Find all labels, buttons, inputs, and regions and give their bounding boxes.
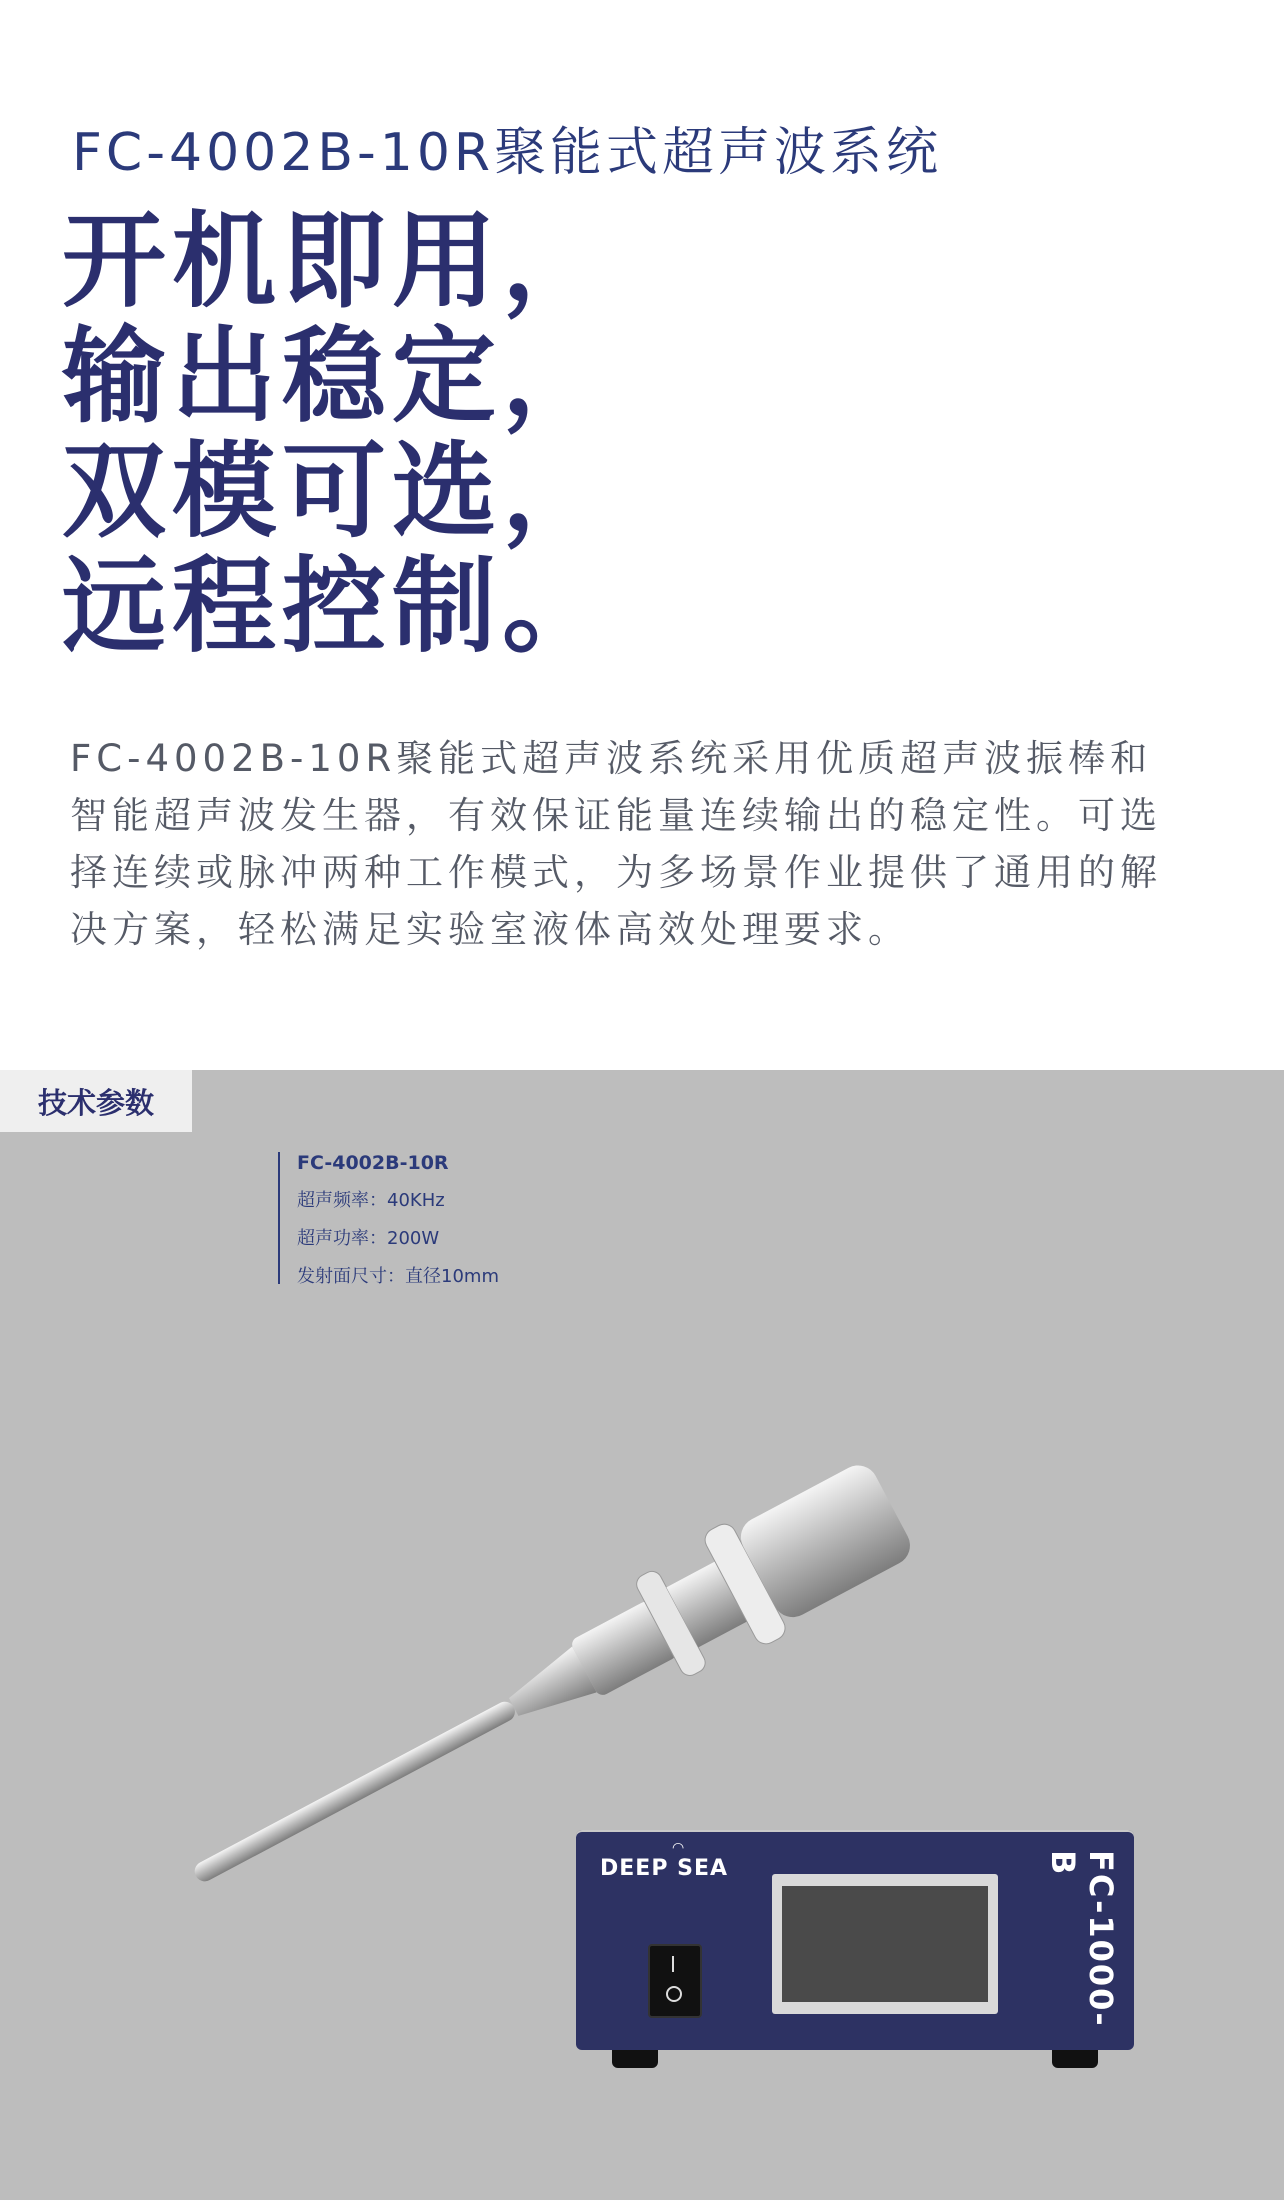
tech-params-tab[interactable]: 技术参数 xyxy=(0,1070,192,1132)
headline-line: 双模可选， xyxy=(62,430,613,552)
spec-panel xyxy=(278,1152,499,1287)
spec-row: 超声功率：200W xyxy=(297,1228,440,1249)
spec-row: 发射面尺寸：直径10mm xyxy=(297,1266,499,1287)
controller-model-label: FC-1000-B xyxy=(1044,1850,1120,2028)
headline-line: 输出稳定， xyxy=(62,315,613,437)
headline xyxy=(62,200,762,667)
brand-logo: DEEP SEA xyxy=(600,1856,729,1881)
screen-display xyxy=(782,1886,988,2002)
switch-off-mark xyxy=(666,1986,682,2002)
power-switch[interactable] xyxy=(648,1944,702,2018)
spec-model: FC-4002B-10R xyxy=(297,1152,449,1174)
spec-row: 超声频率：40KHz xyxy=(297,1190,445,1211)
generator-controller xyxy=(576,1830,1134,2050)
product-subtitle: FC-4002B-10R聚能式超声波系统 xyxy=(72,123,943,183)
product-description: FC-4002B-10R聚能式超声波系统采用优质超声波振棒和智能超声波发生器，有效保证能量连续输出的稳定性。可选择连续或脉冲两种工作模式，为多场景作业提供了通用的解决方案，轻松满足实验室液体高效处理要求。 xyxy=(70,737,1162,951)
controller-foot xyxy=(612,2050,658,2068)
switch-on-mark xyxy=(672,1956,674,1972)
touch-screen[interactable] xyxy=(772,1874,998,2014)
controller-foot xyxy=(1052,2050,1098,2068)
wifi-icon: ◠ xyxy=(672,1840,685,1856)
headline-line: 开机即用， xyxy=(62,200,613,322)
headline-line: 远程控制。 xyxy=(62,545,613,667)
